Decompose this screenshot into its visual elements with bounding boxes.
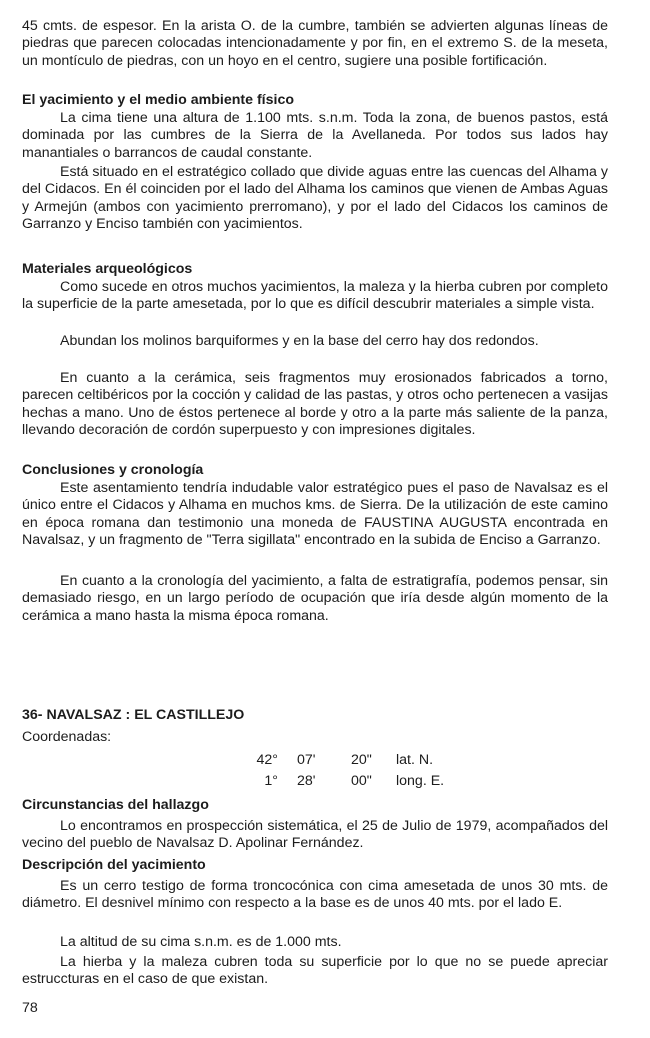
paragraph-chronology: En cuanto a la cronología del yacimiento, a falta de estratigrafía, podemos pensar, sin demasiado riesgo, en un largo período de ocupación que iría desde algún momento de la cerámica a mano hasta la misma época romana. <box>22 573 608 624</box>
paragraph-hill-shape: Es un cerro testigo de forma troncocónica con cima amesetada de unos 30 mts. de diámetro. El desnivel mínimo con respecto a la base es de unos 40 mts. por el lado E. <box>22 878 608 912</box>
heading-conclusions: Conclusiones y cronología <box>22 462 204 478</box>
heading-site-description: Descripción del yacimiento <box>22 857 206 873</box>
latitude-seconds: 20" <box>351 752 372 768</box>
paragraph-mills: Abundan los molinos barquiformes y en la base del cerro hay dos redondos. <box>60 333 539 349</box>
section-title: 36- NAVALSAZ : EL CASTILLEJO <box>22 707 245 723</box>
paragraph-summit-altitude: La altitud de su cima s.n.m. es de 1.000 mts. <box>60 934 342 950</box>
paragraph-vegetation: Como sucede en otros muchos yacimientos, la maleza y la hierba cubren por completo la superficie de la parte amesetada, por lo que es difícil descubrir materiales a simple vista. <box>22 279 608 313</box>
longitude-seconds: 00" <box>351 773 372 789</box>
page-number: 78 <box>22 1000 38 1016</box>
paragraph-surface-cover: La hierba y la maleza cubren toda su superficie por lo que no se puede apreciar estruccturas en el caso de que existan. <box>22 954 608 988</box>
paragraph-altitude: La cima tiene una altura de 1.100 mts. s.n.m. Toda la zona, de buenos pastos, está dominada por las cumbres de la Sierra de la Avellaneda. Por todos sus lados hay manantiales o barrancos de caudal constante. <box>22 110 608 161</box>
heading-materials: Materiales arqueológicos <box>22 261 193 277</box>
paragraph-location: Está situado en el estratégico collado que divide aguas entre las cuencas del Alhama y del Cidacos. En él coinciden por el lado del Alhama los caminos que vienen de Ambas Aguas y Armejún (ambos con yacimiento prerromano), y por el lado del Cidacos los caminos de Garranzo y Enciso también con yacimientos. <box>22 164 608 233</box>
coordinates-label: Coordenadas: <box>22 729 112 745</box>
coordinate-longitude-row <box>0 773 650 791</box>
heading-discovery: Circunstancias del hallazgo <box>22 797 209 813</box>
paragraph-ceramics: En cuanto a la cerámica, seis fragmentos muy erosionados fabricados a torno, parecen celtibéricos por la cocción y calidad de las pastas, y otros ocho pertenecen a vasijas hechas a mano. Uno de éstos pertenece al borde y otro a la parte más saliente de la panza, llevando decoración de cordón superpuesto y con impresiones digitales. <box>22 370 608 439</box>
longitude-direction: long. E. <box>396 773 445 789</box>
paragraph-intro: 45 cmts. de espesor. En la arista O. de la cumbre, también se advierten algunas líneas de piedras que parecen colocadas intencionadamente y por fin, en el extremo S. de la meseta, un montículo de piedras, con un hoyo en el centro, sugiere una posible fortificación. <box>22 18 608 69</box>
longitude-minutes: 28' <box>297 773 316 789</box>
heading-environment: El yacimiento y el medio ambiente físico <box>22 92 295 108</box>
coordinate-latitude-row <box>0 752 650 770</box>
latitude-minutes: 07' <box>297 752 316 768</box>
latitude-direction: lat. N. <box>396 752 434 768</box>
paragraph-strategic-value: Este asentamiento tendría indudable valor estratégico pues el paso de Navalsaz es el único entre el Cidacos y Alhama en muchos kms. de Sierra. De la utilización de este camino en época romana dan testimonio una moneda de FAUSTINA AUGUSTA encontrada en Navalsaz, y un fragmento de "Terra sigillata" encontrado en la subida de Enciso a Garranzo. <box>22 480 608 549</box>
latitude-degrees: 42° <box>256 752 278 768</box>
paragraph-discovery: Lo encontramos en prospección sistemática, el 25 de Julio de 1979, acompañados del vecino del pueblo de Navalsaz D. Apolinar Fernández. <box>22 818 608 852</box>
longitude-degrees: 1° <box>264 773 278 789</box>
